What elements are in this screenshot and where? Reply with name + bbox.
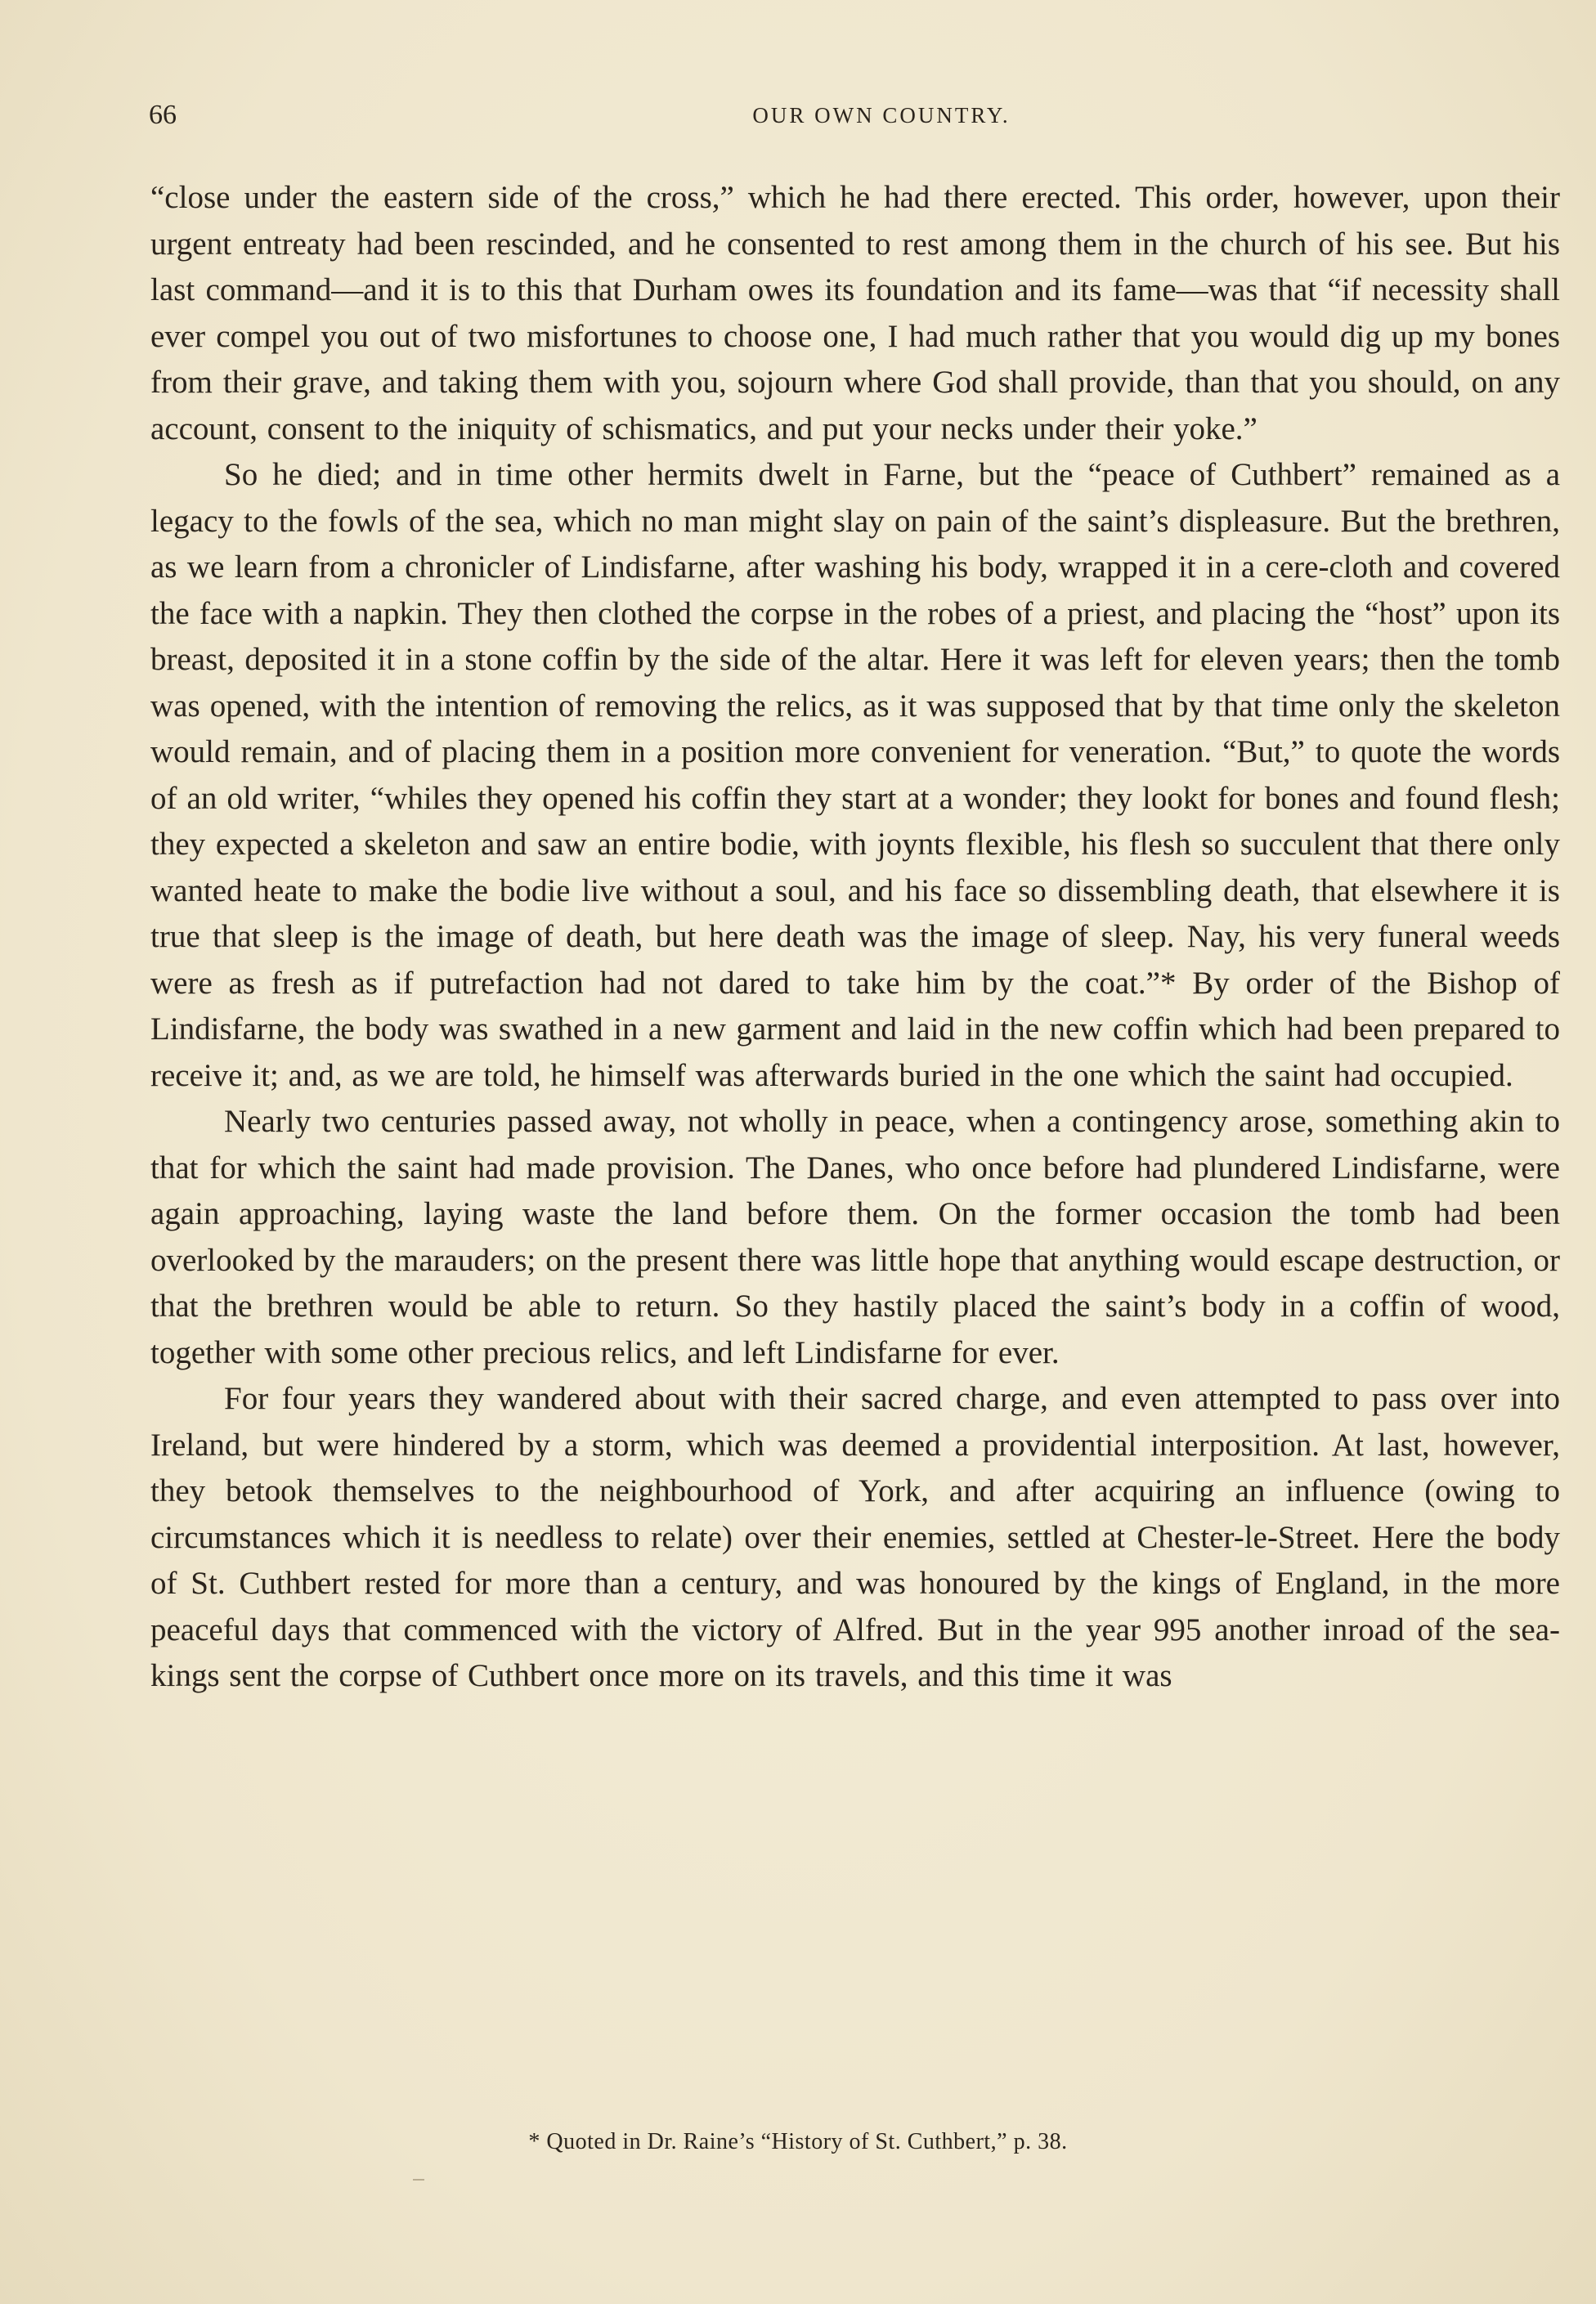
running-head xyxy=(149,100,1565,141)
paragraph: For four years they wandered about with their sacred charge, and even attempted to pass over into Ireland, but were hindered by a storm, which was deemed a providential interposition. At last, however, they betook themselves to the neighbourhood of York, and after acquiring an influence (owing to circumstances which it is needless to relate) over their enemies, settled at Chester-le-Street. Here the body of St. Cuthbert rested for more than a century, and was honoured by the kings of England, in the more peaceful days that commenced with the victory of Alfred. But in the year 995 another inroad of the sea-kings sent the corpse of Cuthbert once more on its travels, and this time it was xyxy=(150,1381,1560,1693)
footnote: * Quoted in Dr. Raine’s “History of St. Cuthbert,” p. 38. xyxy=(528,2129,1068,2154)
page-mark xyxy=(413,2179,424,2181)
paragraph: “close under the eastern side of the cross,” which he had there erected. This order, however, upon their urgent entreaty had been rescinded, and he consented to rest among them in the church of his see. But his last command—and it is to this that Durham owes its foundation and its fame—was that “if necessity shall ever compel you out of two misfortunes to choose one, I had much rather that you would dig up my bones from their grave, and taking them with you, sojourn where God shall provide, than that you should, on any account, consent to the iniquity of schismatics, and put your necks under their yoke.” xyxy=(150,180,1560,446)
page-number: 66 xyxy=(149,100,177,130)
running-title: OUR OWN COUNTRY. xyxy=(752,103,1011,128)
paragraph: Nearly two centuries passed away, not wholly in peace, when a contingency arose, something akin to that for which the saint had made provision. The Danes, who once before had plundered Lindisfarne, were again approaching, laying waste the land before them. On the former occasion the tomb had been overlooked by the marauders; on the present there was little hope that anything would escape destruction, or that the brethren would be able to return. So they hastily placed the saint’s body in a coffin of wood, together with some other precious relics, and left Lindisfarne for ever. xyxy=(150,1104,1560,1370)
body-text xyxy=(150,175,1560,1700)
paragraph: So he died; and in time other hermits dwelt in Farne, but the “peace of Cuthbert” remained as a legacy to the fowls of the sea, which no man might slay on pain of the saint’s displeasure. But the brethren, as we learn from a chronicler of Lindisfarne, after washing his body, wrapped it in a cere-cloth and covered the face with a napkin. They then clothed the corpse in the robes of a priest, and placing the “host” upon its breast, deposited it in a stone coffin by the side of the altar. Here it was left for eleven years; then the tomb was opened, with the intention of removing the relics, as it was supposed that by that time only the skeleton would remain, and of placing them in a position more convenient for veneration. “But,” to quote the words of an old writer, “whiles they opened his coffin they start at a wonder; they lookt for bones and found flesh; they expected a skeleton and saw an entire bodie, with joynts flexible, his flesh so succulent that there only wanted heate to make the bodie live without a soul, and his face so dissembling death, that elsewhere it is true that sleep is the image of death, but here death was the image of sleep. Nay, his very funeral weeds were as fresh as if putrefaction had not dared to take him by the coat.”* By order of the Bishop of Lindisfarne, the body was swathed in a new garment and laid in the new coffin which had been prepared to receive it; and, as we are told, he himself was afterwards buried in the one which the saint had occupied. xyxy=(150,457,1560,1093)
